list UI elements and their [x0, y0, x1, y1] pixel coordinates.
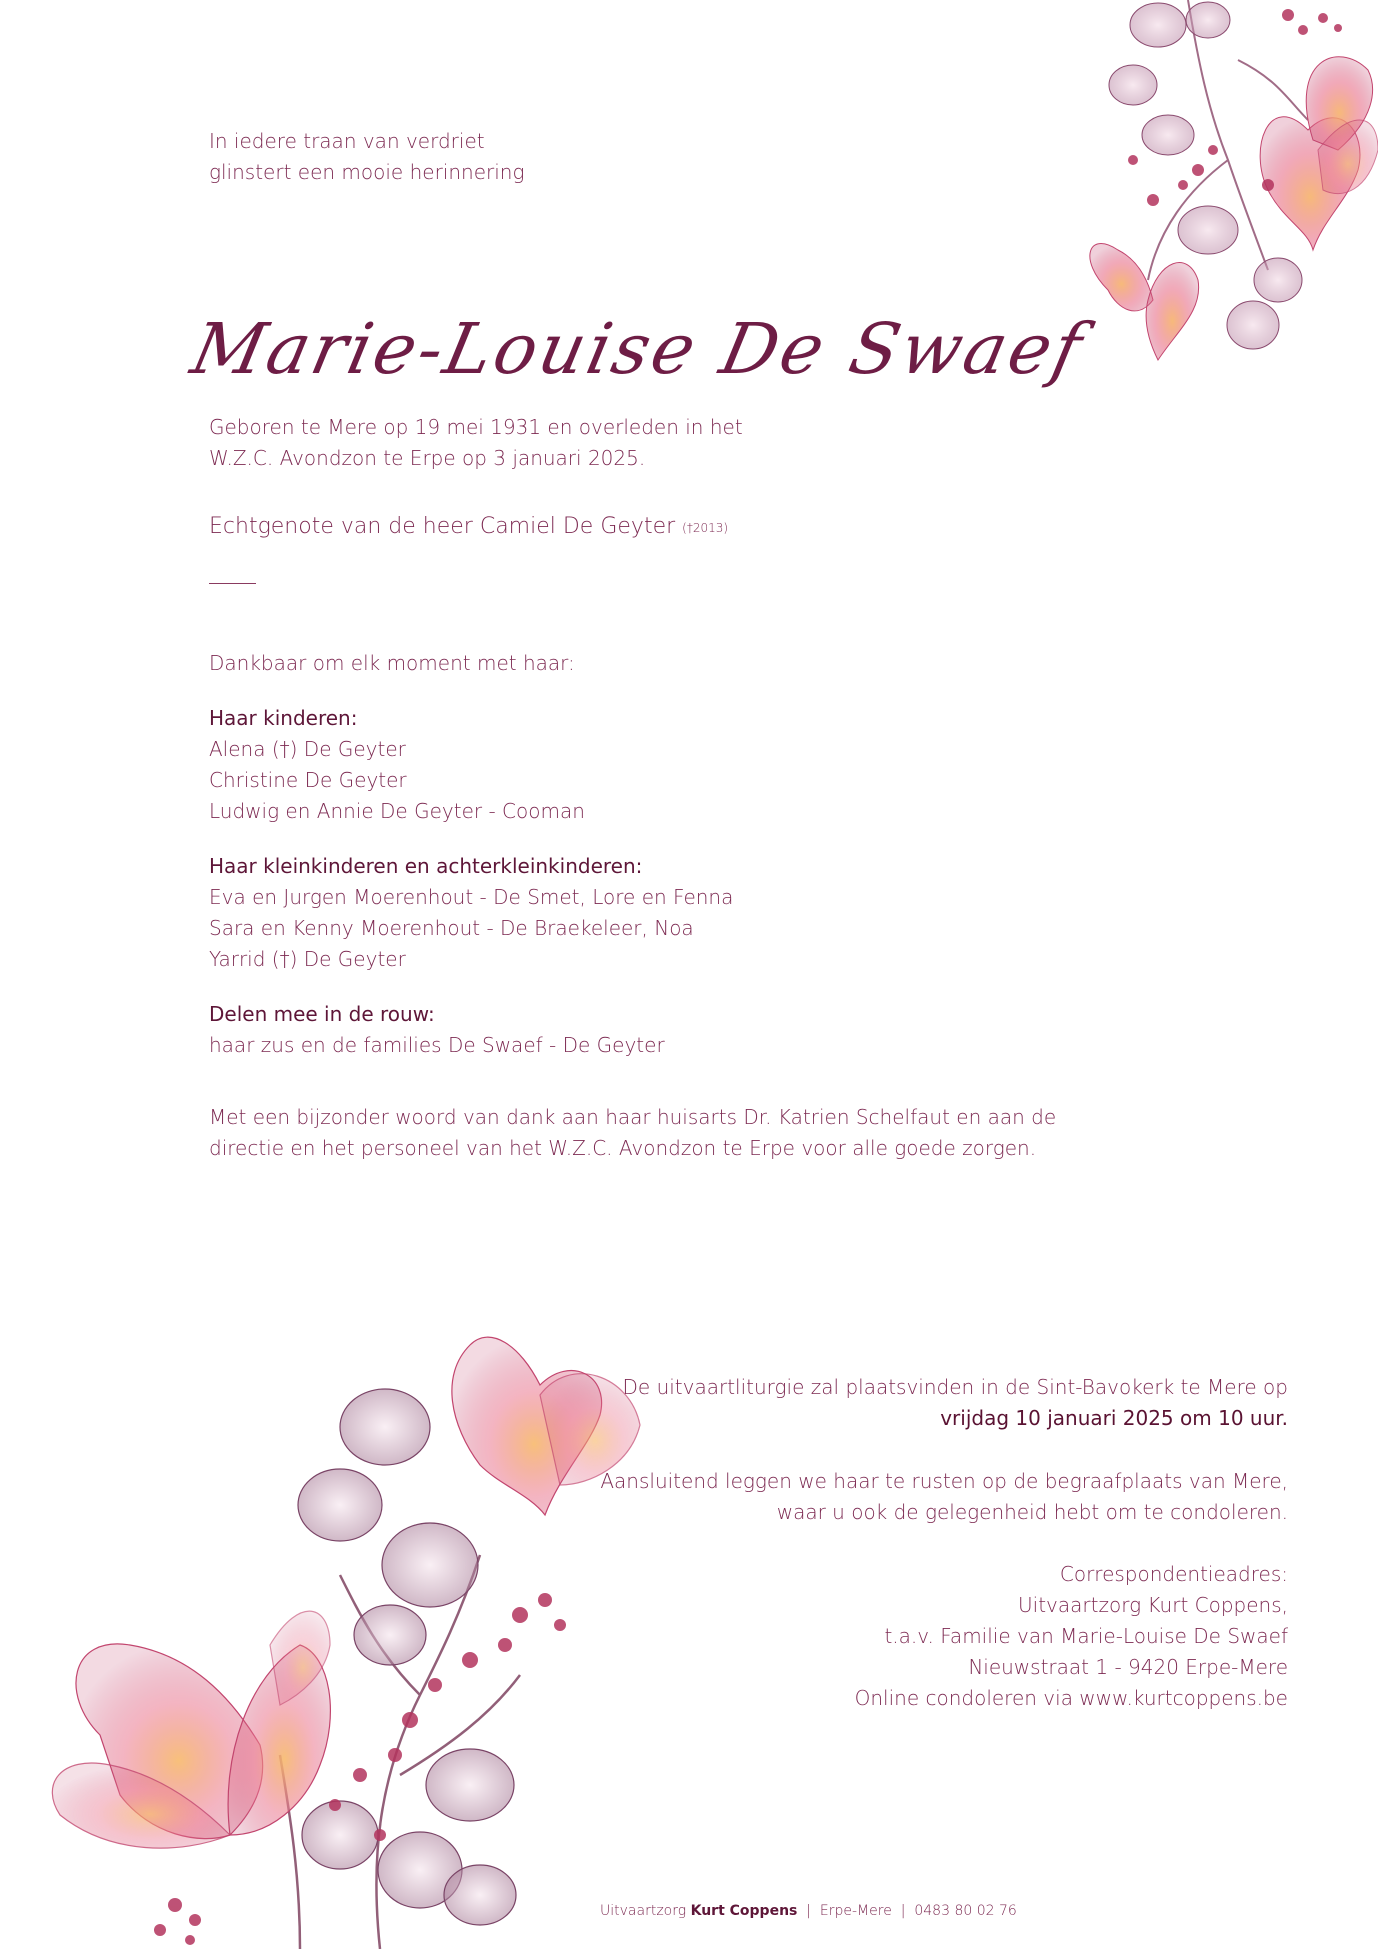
- funeral-line-1: De uitvaartliturgie zal plaatsvinden in de Sint-Bavokerk te Mere op: [622, 1375, 1288, 1399]
- funeral-info: [623, 1372, 1289, 1434]
- special-thanks: [209, 1102, 1056, 1164]
- burial-line-2: waar u ook de gelegenheid hebt om te condoleren.: [776, 1500, 1288, 1524]
- divider: [209, 583, 256, 584]
- footer-prefix: Uitvaartzorg: [600, 1903, 687, 1919]
- mourning-heading: Delen mee in de rouw:: [209, 1002, 435, 1026]
- children-section: [209, 703, 585, 827]
- correspondence-address: [855, 1559, 1288, 1714]
- floral-watercolor-illustration-bottom: [0, 1315, 650, 1949]
- correspondence-line-3: Nieuwstraat 1 - 9420 Erpe-Mere: [968, 1655, 1288, 1679]
- grandchild-item: Eva en Jurgen Moerenhout - De Smet, Lore en Fenna: [209, 885, 734, 909]
- children-heading: Haar kinderen:: [209, 706, 358, 730]
- grandchildren-section: [209, 851, 733, 975]
- burial-info: [600, 1466, 1288, 1528]
- birth-line-1: Geboren te Mere op 19 mei 1931 en overleden in het: [209, 415, 743, 439]
- child-item: Ludwig en Annie De Geyter - Cooman: [209, 799, 585, 823]
- birth-death-info: [209, 412, 743, 474]
- grandchild-item: Sara en Kenny Moerenhout - De Braekeleer, Noa: [209, 916, 694, 940]
- correspondence-line-1: Uitvaartzorg Kurt Coppens,: [1018, 1593, 1288, 1617]
- motto: [209, 126, 524, 188]
- spouse-info: [209, 511, 728, 544]
- thanks-intro: Dankbaar om elk moment met haar:: [209, 651, 575, 675]
- spouse-text: Echtgenote van de heer Camiel De Geyter: [209, 514, 676, 539]
- burial-line-1: Aansluitend leggen we haar te rusten op de begraafplaats van Mere,: [600, 1469, 1288, 1493]
- motto-line-2: glinstert een mooie herinnering: [209, 160, 525, 184]
- child-item: Alena (†) De Geyter: [209, 737, 406, 761]
- correspondence-line-4: Online condoleren via www.kurtcoppens.be: [854, 1686, 1288, 1710]
- footer-brand: Kurt Coppens: [690, 1903, 798, 1919]
- mourning-section: [209, 999, 665, 1061]
- footer: Uitvaartzorg Kurt Coppens | Erpe-Mere | 0483 80 02 76: [600, 1903, 1017, 1919]
- deceased-name-script: [184, 285, 1092, 415]
- deceased-name: Marie-Louise De Swaef: [184, 307, 1092, 390]
- footer-phone: 0483 80 02 76: [914, 1903, 1017, 1919]
- child-item: Christine De Geyter: [209, 768, 407, 792]
- footer-location: Erpe-Mere: [819, 1903, 892, 1919]
- correspondence-line-2: t.a.v. Familie van Marie-Louise De Swaef: [884, 1624, 1288, 1648]
- motto-line-1: In iedere traan van verdriet: [209, 129, 485, 153]
- spouse-note: (†2013): [682, 521, 729, 535]
- floral-watercolor-illustration-top: [1038, 0, 1378, 390]
- funeral-date: vrijdag 10 januari 2025 om 10 uur.: [940, 1406, 1288, 1430]
- birth-line-2: W.Z.C. Avondzon te Erpe op 3 januari 2025.: [209, 446, 646, 470]
- special-thanks-line-2: directie en het personeel van het W.Z.C. Avondzon te Erpe voor alle goede zorgen.: [209, 1136, 1037, 1160]
- grandchild-item: Yarrid (†) De Geyter: [209, 947, 406, 971]
- mourning-text: haar zus en de families De Swaef - De Geyter: [209, 1033, 665, 1057]
- correspondence-label: Correspondentieadres:: [1059, 1562, 1288, 1586]
- grandchildren-heading: Haar kleinkinderen en achterkleinkinderen:: [209, 854, 643, 878]
- special-thanks-line-1: Met een bijzonder woord van dank aan haar huisarts Dr. Katrien Schelfaut en aan de: [209, 1105, 1057, 1129]
